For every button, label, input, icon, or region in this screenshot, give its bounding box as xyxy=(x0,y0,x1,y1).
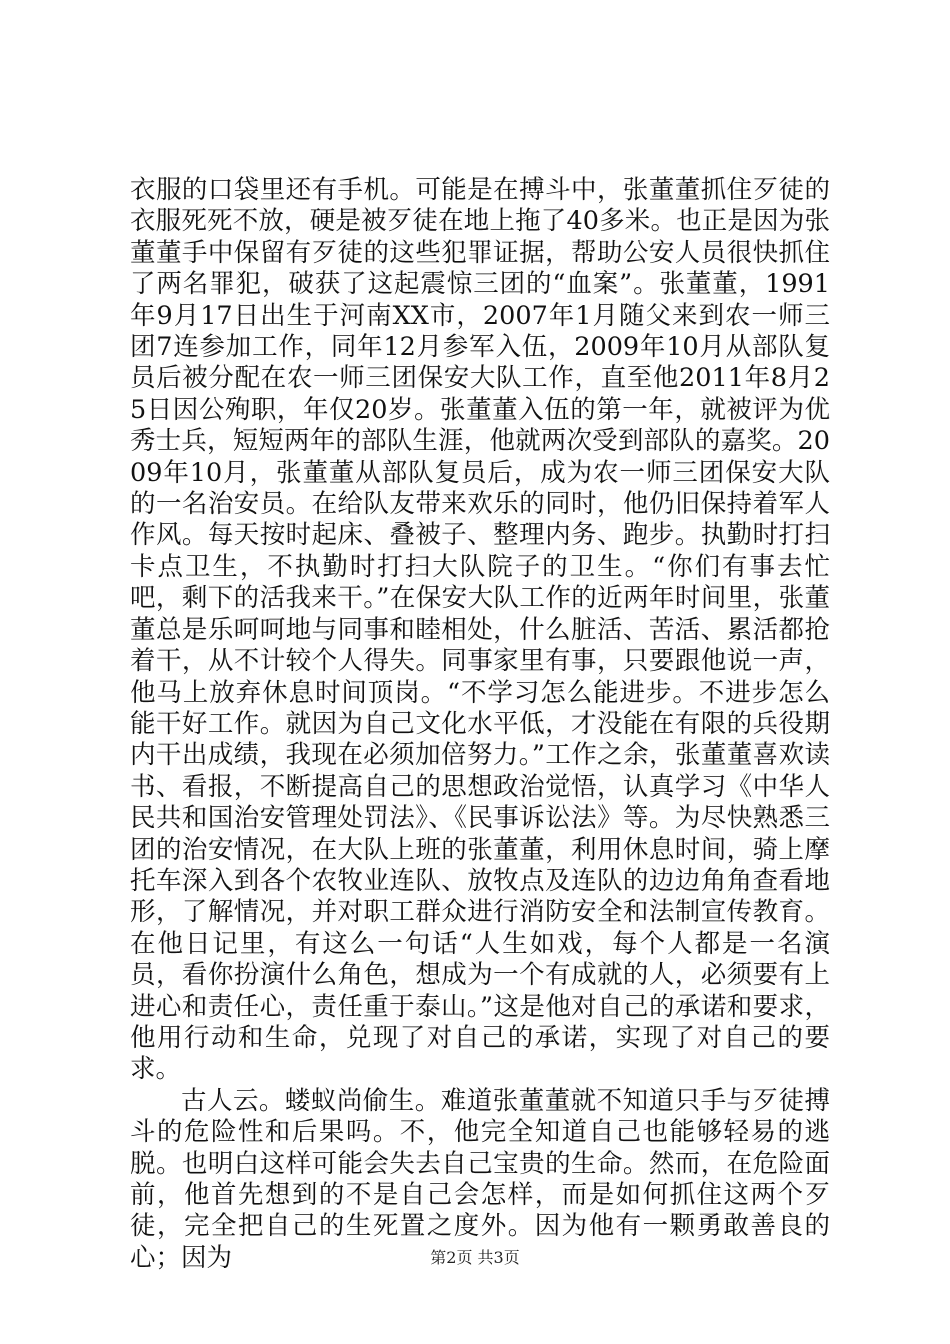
document-body xyxy=(130,175,830,1274)
page-footer xyxy=(0,1245,950,1268)
paragraph-1: 衣服的口袋里还有手机。可能是在搏斗中，张董董抓住歹徒的衣服死死不放，硬是被歹徒在地上拖了40多米。也正是因为张董董手中保留有歹徒的这些犯罪证据，帮助公安人员很快抓住了两名罪犯，破获了这起震惊三团的“血案”。张董董，1991年9月17日出生于河南XX市，2007年1月随父来到农一师三团7连参加工作，同年12月参军入伍，2009年10月从部队复员后被分配在农一师三团保安大队工作，直至他2011年8月25日因公殉职，年仅20岁。张董董入伍的第一年，就被评为优秀士兵，短短两年的部队生涯，他就两次受到部队的嘉奖。2009年10月，张董董从部队复员后，成为农一师三团保安大队的一名治安员。在给队友带来欢乐的同时，他仍旧保持着军人作风。每天按时起床、叠被子、整理内务、跑步。执勤时打扫卡点卫生，不执勤时打扫大队院子的卫生。“你们有事去忙吧，剩下的活我来干。”在保安大队工作的近两年时间里，张董董总是乐呵呵地与同事和睦相处，什么脏活、苦活、累活都抢着干，从不计较个人得失。同事家里有事，只要跟他说一声，他马上放弃休息时间顶岗。“不学习怎么能进步。不进步怎么能干好工作。就因为自己文化水平低，才没能在有限的兵役期内干出成绩，我现在必须加倍努力。”工作之余，张董董喜欢读书、看报，不断提高自己的思想政治觉悟，认真学习《中华人民共和国治安管理处罚法》、《民事诉讼法》等。为尽快熟悉三团的治安情况，在大队上班的张董董，利用休息时间，骑上摩托车深入到各个农牧业连队、放牧点及连队的边边角角查看地形，了解情况，并对职工群众进行消防安全和法制宣传教育。在他日记里，有这么一句话“人生如戏，每个人都是一名演员，看你扮演什么角色，想成为一个有成就的人，必须要有上进心和责任心，责任重于泰山。”这是他对自己的承诺和要求，他用行动和生命，兑现了对自己的承诺，实现了对自己的要求。 xyxy=(130,175,830,1085)
paragraph-2: 古人云。蝼蚁尚偷生。难道张董董就不知道只手与歹徒搏斗的危险性和后果吗。不，他完全知道自己也能够轻易的逃脱。也明白这样可能会失去自己宝贵的生命。然而，在危险面前，他首先想到的不是自己会怎样，而是如何抓住这两个歹徒，完全把自己的生死置之度外。因为他有一颗勇敢善良的心；因为 xyxy=(130,1085,830,1273)
page-number: 第2页 共3页 xyxy=(430,1248,520,1267)
